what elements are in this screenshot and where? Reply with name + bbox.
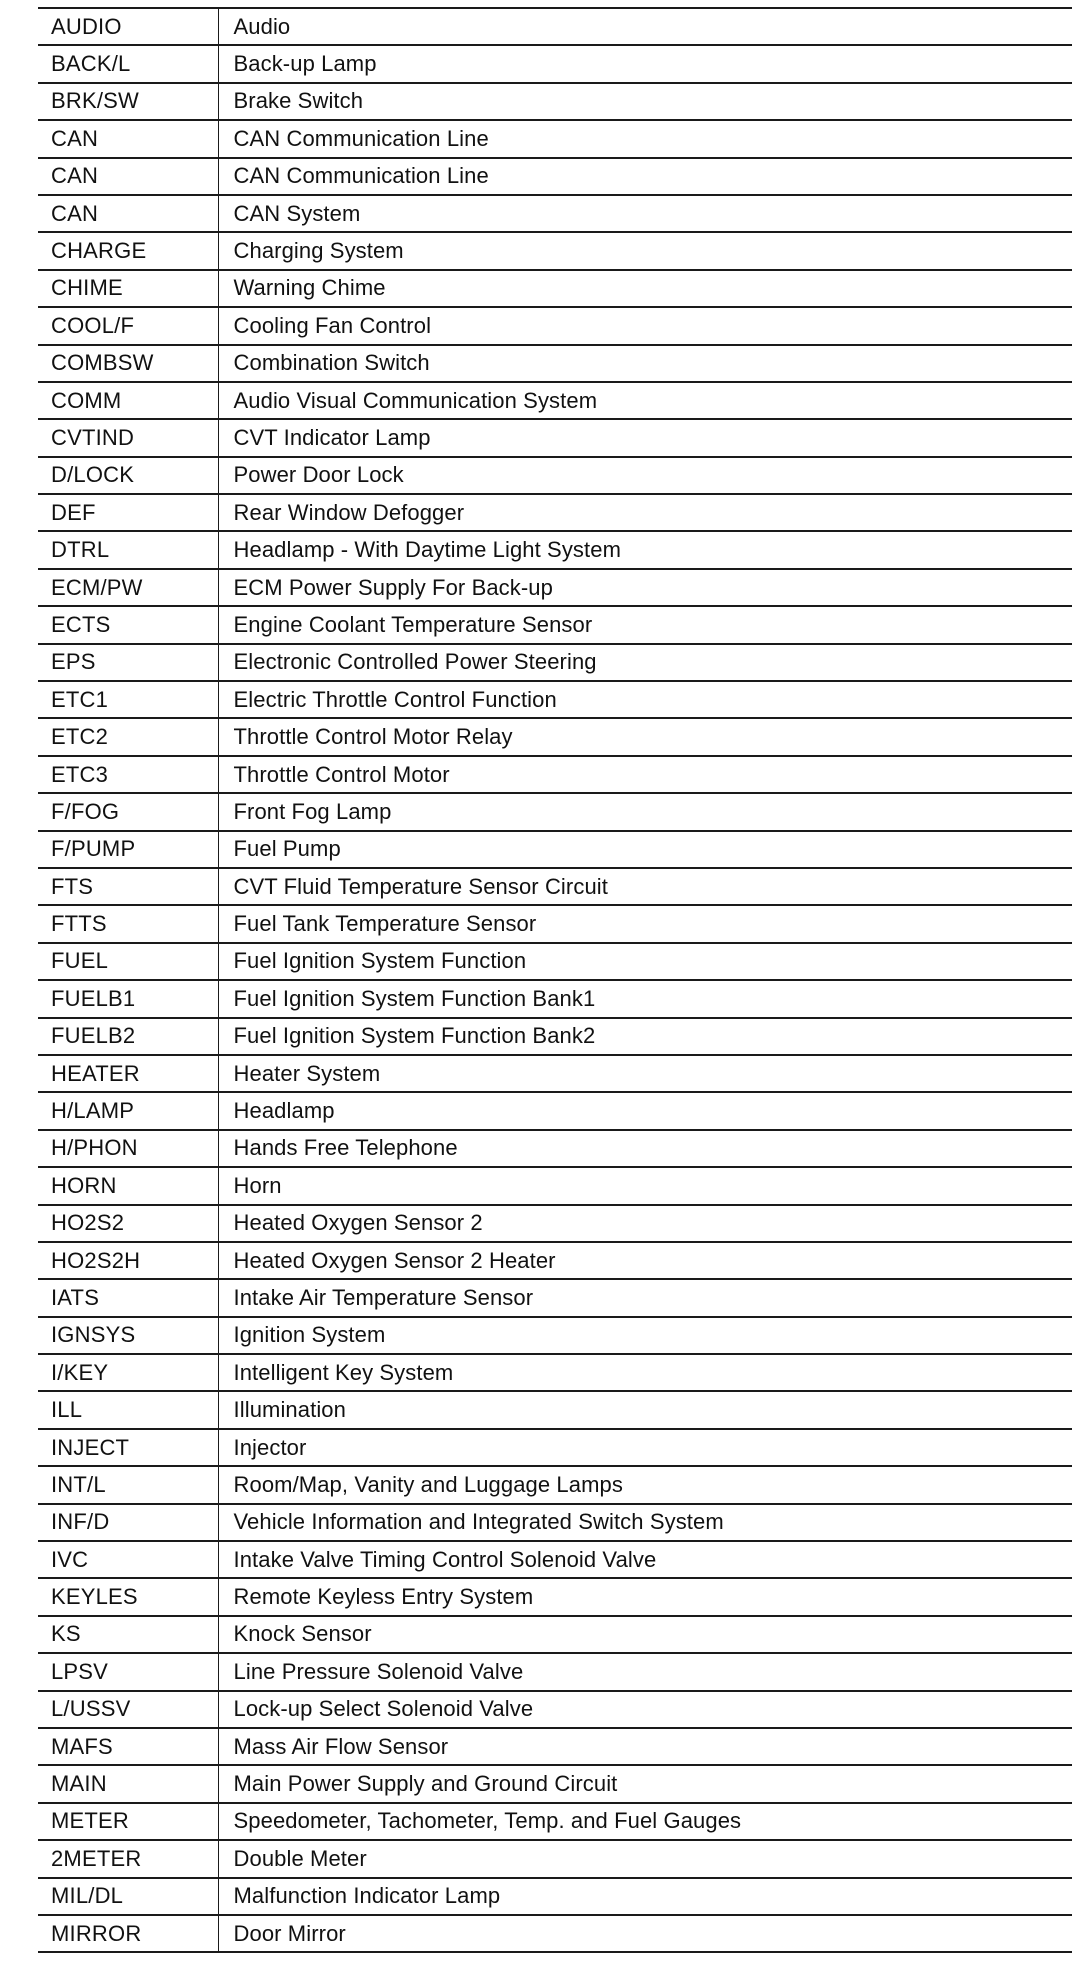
code-cell: FTS [38, 868, 218, 905]
code-cell: IGNSYS [38, 1317, 218, 1354]
abbreviation-table [38, 7, 1072, 1953]
code-cell: CVTIND [38, 419, 218, 456]
table-row [38, 756, 1072, 793]
table-row [38, 1915, 1072, 1952]
code-cell: COMBSW [38, 345, 218, 382]
code-cell: CHARGE [38, 232, 218, 269]
code-cell: CAN [38, 195, 218, 232]
description-cell: Throttle Control Motor [218, 756, 1072, 793]
description-cell: Back-up Lamp [218, 45, 1072, 82]
code-cell: 2METER [38, 1840, 218, 1877]
table-row [38, 1803, 1072, 1840]
table-row [38, 1391, 1072, 1428]
code-cell: FUELB2 [38, 1018, 218, 1055]
table-row [38, 195, 1072, 232]
description-cell: Charging System [218, 232, 1072, 269]
table-row [38, 1840, 1072, 1877]
table-row [38, 1092, 1072, 1129]
description-cell: Double Meter [218, 1840, 1072, 1877]
description-cell: CAN Communication Line [218, 120, 1072, 157]
table-row [38, 644, 1072, 681]
table-row [38, 345, 1072, 382]
code-cell: MIRROR [38, 1915, 218, 1952]
table-row [38, 606, 1072, 643]
description-cell: Injector [218, 1429, 1072, 1466]
table-row [38, 1018, 1072, 1055]
table-row [38, 793, 1072, 830]
description-cell: Combination Switch [218, 345, 1072, 382]
description-cell: Fuel Ignition System Function Bank2 [218, 1018, 1072, 1055]
description-cell: Audio Visual Communication System [218, 382, 1072, 419]
code-cell: H/LAMP [38, 1092, 218, 1129]
table-row [38, 1728, 1072, 1765]
code-cell: ETC1 [38, 681, 218, 718]
code-cell: DEF [38, 494, 218, 531]
table-row [38, 1205, 1072, 1242]
table-row [38, 980, 1072, 1017]
description-cell: Front Fog Lamp [218, 793, 1072, 830]
code-cell: ECM/PW [38, 569, 218, 606]
description-cell: Fuel Ignition System Function [218, 943, 1072, 980]
code-cell: AUDIO [38, 8, 218, 45]
description-cell: Hands Free Telephone [218, 1130, 1072, 1167]
table-row [38, 1466, 1072, 1503]
description-cell: Fuel Tank Temperature Sensor [218, 905, 1072, 942]
description-cell: Intelligent Key System [218, 1354, 1072, 1391]
table-row [38, 83, 1072, 120]
table-row [38, 158, 1072, 195]
description-cell: Intake Valve Timing Control Solenoid Valve [218, 1541, 1072, 1578]
code-cell: ETC2 [38, 718, 218, 755]
code-cell: D/LOCK [38, 457, 218, 494]
code-cell: F/PUMP [38, 831, 218, 868]
description-cell: Headlamp - With Daytime Light System [218, 531, 1072, 568]
description-cell: Electronic Controlled Power Steering [218, 644, 1072, 681]
description-cell: Power Door Lock [218, 457, 1072, 494]
description-cell: Malfunction Indicator Lamp [218, 1878, 1072, 1915]
description-cell: Horn [218, 1167, 1072, 1204]
description-cell: Brake Switch [218, 83, 1072, 120]
code-cell: EPS [38, 644, 218, 681]
description-cell: CAN Communication Line [218, 158, 1072, 195]
code-cell: IATS [38, 1279, 218, 1316]
code-cell: HO2S2H [38, 1242, 218, 1279]
code-cell: FUELB1 [38, 980, 218, 1017]
code-cell: INF/D [38, 1504, 218, 1541]
code-cell: DTRL [38, 531, 218, 568]
description-cell: Audio [218, 8, 1072, 45]
code-cell: INT/L [38, 1466, 218, 1503]
table-row [38, 232, 1072, 269]
table-row [38, 868, 1072, 905]
code-cell: L/USSV [38, 1691, 218, 1728]
description-cell: Main Power Supply and Ground Circuit [218, 1765, 1072, 1802]
table-row [38, 1653, 1072, 1690]
description-cell: CVT Indicator Lamp [218, 419, 1072, 456]
table-row [38, 419, 1072, 456]
code-cell: MIL/DL [38, 1878, 218, 1915]
table-row [38, 270, 1072, 307]
description-cell: Rear Window Defogger [218, 494, 1072, 531]
code-cell: COMM [38, 382, 218, 419]
code-cell: I/KEY [38, 1354, 218, 1391]
description-cell: Ignition System [218, 1317, 1072, 1354]
code-cell: HEATER [38, 1055, 218, 1092]
table-row [38, 1055, 1072, 1092]
table-row [38, 718, 1072, 755]
code-cell: F/FOG [38, 793, 218, 830]
table-row [38, 457, 1072, 494]
table-row [38, 307, 1072, 344]
description-cell: Heater System [218, 1055, 1072, 1092]
code-cell: LPSV [38, 1653, 218, 1690]
description-cell: ECM Power Supply For Back-up [218, 569, 1072, 606]
code-cell: FUEL [38, 943, 218, 980]
table-row [38, 831, 1072, 868]
code-cell: CAN [38, 120, 218, 157]
description-cell: Illumination [218, 1391, 1072, 1428]
code-cell: HO2S2 [38, 1205, 218, 1242]
table-row [38, 1691, 1072, 1728]
table-row [38, 943, 1072, 980]
code-cell: ILL [38, 1391, 218, 1428]
description-cell: Line Pressure Solenoid Valve [218, 1653, 1072, 1690]
table-row [38, 1878, 1072, 1915]
table-row [38, 905, 1072, 942]
table-row [38, 1242, 1072, 1279]
abbreviation-table-container [38, 7, 1072, 1953]
description-cell: Heated Oxygen Sensor 2 Heater [218, 1242, 1072, 1279]
description-cell: Door Mirror [218, 1915, 1072, 1952]
code-cell: KS [38, 1616, 218, 1653]
table-row [38, 1354, 1072, 1391]
code-cell: COOL/F [38, 307, 218, 344]
table-row [38, 1504, 1072, 1541]
table-row [38, 1167, 1072, 1204]
code-cell: H/PHON [38, 1130, 218, 1167]
description-cell: Fuel Ignition System Function Bank1 [218, 980, 1072, 1017]
description-cell: Electric Throttle Control Function [218, 681, 1072, 718]
description-cell: Remote Keyless Entry System [218, 1578, 1072, 1615]
code-cell: KEYLES [38, 1578, 218, 1615]
code-cell: CHIME [38, 270, 218, 307]
code-cell: FTTS [38, 905, 218, 942]
description-cell: Fuel Pump [218, 831, 1072, 868]
table-row [38, 681, 1072, 718]
description-cell: Lock-up Select Solenoid Valve [218, 1691, 1072, 1728]
code-cell: INJECT [38, 1429, 218, 1466]
table-row [38, 494, 1072, 531]
code-cell: BACK/L [38, 45, 218, 82]
description-cell: Engine Coolant Temperature Sensor [218, 606, 1072, 643]
description-cell: Vehicle Information and Integrated Switch System [218, 1504, 1072, 1541]
table-row [38, 1541, 1072, 1578]
code-cell: IVC [38, 1541, 218, 1578]
description-cell: CAN System [218, 195, 1072, 232]
code-cell: CAN [38, 158, 218, 195]
table-body [38, 8, 1072, 1952]
code-cell: BRK/SW [38, 83, 218, 120]
table-row [38, 8, 1072, 45]
table-row [38, 1130, 1072, 1167]
table-row [38, 569, 1072, 606]
table-row [38, 1279, 1072, 1316]
table-row [38, 1765, 1072, 1802]
table-row [38, 531, 1072, 568]
description-cell: Knock Sensor [218, 1616, 1072, 1653]
description-cell: Intake Air Temperature Sensor [218, 1279, 1072, 1316]
description-cell: Room/Map, Vanity and Luggage Lamps [218, 1466, 1072, 1503]
table-row [38, 1616, 1072, 1653]
code-cell: MAIN [38, 1765, 218, 1802]
code-cell: MAFS [38, 1728, 218, 1765]
code-cell: ETC3 [38, 756, 218, 793]
table-row [38, 45, 1072, 82]
description-cell: Headlamp [218, 1092, 1072, 1129]
table-row [38, 1429, 1072, 1466]
description-cell: Heated Oxygen Sensor 2 [218, 1205, 1072, 1242]
table-row [38, 382, 1072, 419]
table-row [38, 1317, 1072, 1354]
code-cell: METER [38, 1803, 218, 1840]
table-row [38, 1578, 1072, 1615]
description-cell: Mass Air Flow Sensor [218, 1728, 1072, 1765]
description-cell: Cooling Fan Control [218, 307, 1072, 344]
description-cell: CVT Fluid Temperature Sensor Circuit [218, 868, 1072, 905]
table-row [38, 120, 1072, 157]
description-cell: Throttle Control Motor Relay [218, 718, 1072, 755]
code-cell: HORN [38, 1167, 218, 1204]
description-cell: Warning Chime [218, 270, 1072, 307]
code-cell: ECTS [38, 606, 218, 643]
description-cell: Speedometer, Tachometer, Temp. and Fuel Gauges [218, 1803, 1072, 1840]
